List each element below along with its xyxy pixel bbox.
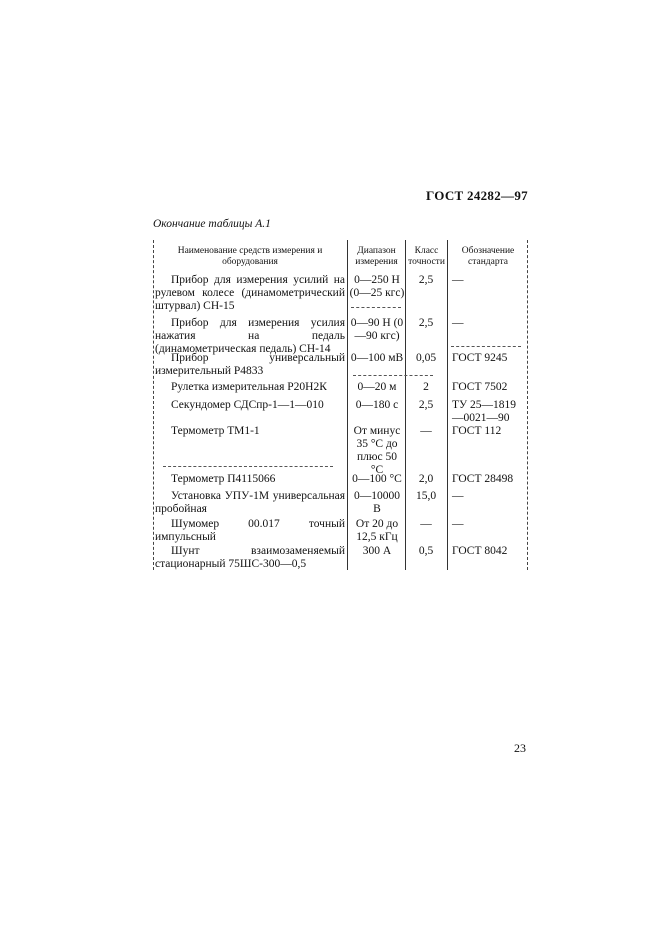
table-row-range: От 20 до 12,5 кГц bbox=[355, 518, 399, 543]
table-rule bbox=[153, 240, 154, 570]
table-row-accuracy: — bbox=[420, 518, 432, 530]
table-row-range: 0—250 Н (0—25 кгс) bbox=[349, 274, 405, 299]
table-row-accuracy: 0,05 bbox=[415, 352, 437, 364]
row-separator bbox=[451, 346, 521, 347]
table-row-standard: — bbox=[452, 518, 464, 530]
row-separator bbox=[163, 466, 333, 467]
table-row-name: Установка УПУ-1М универсальная пробойная bbox=[155, 490, 345, 515]
table-rule bbox=[527, 240, 528, 570]
table-row-name: Секундомер СДСпр-1—1—010 bbox=[171, 399, 324, 411]
table-row-accuracy: 2 bbox=[423, 381, 429, 393]
table-row-accuracy: 0,5 bbox=[418, 545, 434, 557]
column-header-range: Диапазон измерения bbox=[355, 246, 398, 267]
table-row-standard: ГОСТ 8042 bbox=[452, 545, 508, 557]
table-row-accuracy: — bbox=[420, 425, 432, 437]
table-row-name: Шумомер 00.017 точный импульсный bbox=[155, 518, 345, 543]
table-row-range: 0—10000 В bbox=[354, 490, 400, 515]
table-row-accuracy: 2,5 bbox=[418, 399, 434, 411]
table-row-range: От минус 35 °С до плюс 50 °С bbox=[353, 425, 401, 476]
table-row-standard: ГОСТ 9245 bbox=[452, 352, 508, 364]
table-row-name: Прибор для измерения усилия нажатия на педаль (динамометрическая педаль) СН-14 bbox=[155, 317, 345, 355]
table-row-name: Шунт взаимозаменяемый стационарный 75ШС-300—0,5 bbox=[155, 545, 345, 570]
document-code: ГОСТ 24282—97 bbox=[426, 188, 528, 203]
table-row-accuracy: 2,0 bbox=[418, 473, 434, 485]
table-row-accuracy: 15,0 bbox=[415, 490, 437, 502]
page-number: 23 bbox=[514, 741, 526, 755]
table-row-range: 300 А bbox=[362, 545, 392, 557]
column-header-name: Наименование средств измерения и оборудования bbox=[177, 246, 323, 267]
table-row-name: Термометр П4115066 bbox=[171, 473, 276, 485]
table-row-name: Рулетка измерительная Р20Н2К bbox=[171, 381, 327, 393]
column-header-standard: Обозначение стандарта bbox=[461, 246, 515, 267]
table-row-standard: — bbox=[452, 490, 464, 502]
table-row-standard: ГОСТ 28498 bbox=[452, 473, 514, 485]
table-rule bbox=[347, 240, 348, 570]
table-row-standard: ГОСТ 7502 bbox=[452, 381, 508, 393]
table-row-standard: — bbox=[452, 317, 464, 329]
equipment-table bbox=[153, 240, 528, 570]
table-row-name: Термометр ТМ1-1 bbox=[171, 425, 260, 437]
table-row-range: 0—100 °С bbox=[352, 473, 402, 485]
table-row-standard: — bbox=[452, 274, 464, 286]
table-row-standard: ТУ 25—1819—0021—90 bbox=[452, 399, 517, 424]
table-row-range: 0—90 Н (0—90 кгс) bbox=[350, 317, 404, 342]
column-header-accuracy: Класс точности bbox=[408, 246, 445, 267]
table-rule bbox=[447, 240, 448, 570]
table-row-range: 0—100 мВ bbox=[350, 352, 404, 364]
table-row-name: Прибор для измерения усилий на рулевом колесе (динамометрический штурвал) СН-15 bbox=[155, 274, 345, 312]
row-separator bbox=[351, 307, 401, 308]
row-separator bbox=[353, 375, 433, 376]
table-row-range: 0—180 с bbox=[355, 399, 399, 411]
table-row-accuracy: 2,5 bbox=[418, 274, 434, 286]
table-row-accuracy: 2,5 bbox=[418, 317, 434, 329]
table-caption: Окончание таблицы А.1 bbox=[153, 218, 271, 230]
table-row-range: 0—20 м bbox=[357, 381, 397, 393]
table-row-standard: ГОСТ 112 bbox=[452, 425, 502, 437]
table-row-name: Прибор универсальный измерительный Р4833 bbox=[155, 352, 345, 377]
